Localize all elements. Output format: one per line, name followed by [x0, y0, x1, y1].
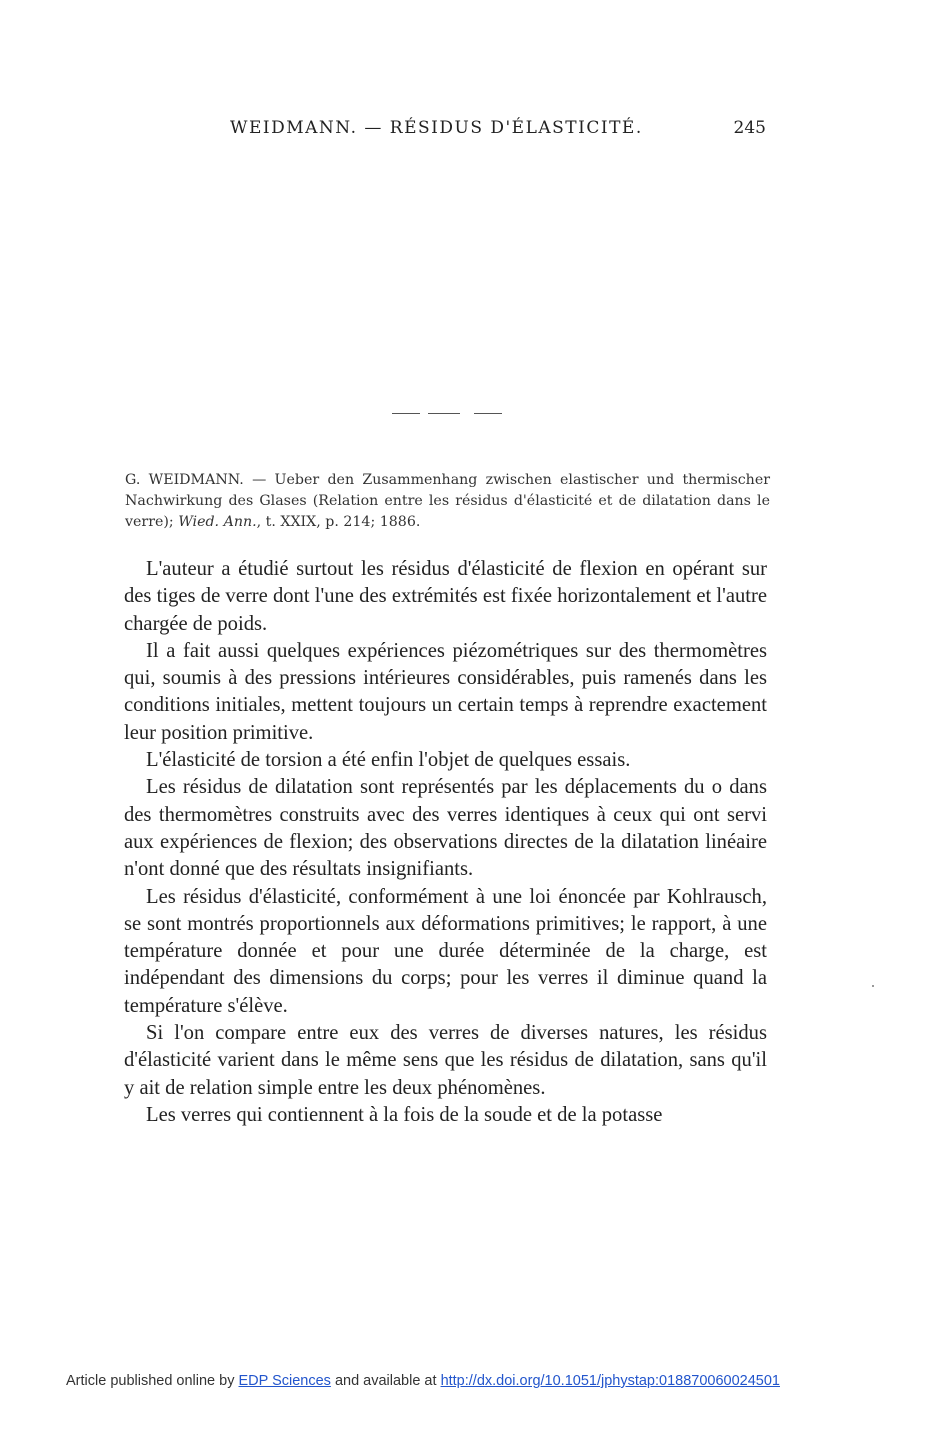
reference-author: G. WEIDMANN.: [125, 472, 244, 488]
paragraph: Les résidus d'élasticité, conformément à une loi énoncée par Kohlrausch, se sont montrés proportionnels aux déformations primitives; le rapport, à une température donnée et pour une durée déterminée de la charge, est indépendant des dimensions du corps; pour les verres il diminue quand la température s'élève.: [124, 885, 767, 1017]
paragraph: Les verres qui contiennent à la fois de la soude et de la potasse: [146, 1103, 663, 1126]
section-separator: [392, 413, 502, 414]
paragraph: Les résidus de dilatation sont représentés par les déplacements du o dans des thermomètres construits avec des verres identiques à ceux qui ont servi aux expériences de flexion; des observations directes de la dilatation linéaire n'ont donné que des résultats insignifiants.: [124, 776, 767, 881]
reference-title: — Ueber den Zusammenhang zwischen elastischer und thermischer Nachwirkung des Glases (Relation entre les résidus d'élasticité et de dilatation dans le verre);: [125, 472, 770, 530]
footer-middle: and available at: [330, 1373, 441, 1389]
publisher-link[interactable]: EDP Sciences: [238, 1373, 331, 1389]
bibliographic-reference: [125, 470, 770, 533]
paragraph: L'auteur a étudié surtout les résidus d'élasticité de flexion en opérant sur des tiges de verre dont l'une des extrémités est fixée horizontalement et l'autre chargée de poids.: [124, 558, 767, 635]
publication-footer: [66, 1373, 866, 1389]
running-title: WEIDMANN. — RÉSIDUS D'ÉLASTICITÉ.: [230, 118, 643, 138]
reference-journal: Wied. Ann.: [178, 514, 257, 530]
scan-speck: [872, 985, 874, 987]
footer-prefix: Article published online by: [66, 1373, 239, 1389]
running-header: [120, 118, 770, 148]
paragraph: Il a fait aussi quelques expériences piézométriques sur des thermomètres qui, soumis à des pressions intérieures considérables, puis ramenés dans les conditions initiales, mettent toujours un certain temps à reprendre exactement leur position primitive.: [124, 639, 767, 744]
reference-details: , t. XXIX, p. 214; 1886.: [256, 514, 421, 530]
paragraph: L'élasticité de torsion a été enfin l'objet de quelques essais.: [146, 749, 631, 772]
doi-link[interactable]: http://dx.doi.org/10.1051/jphystap:018870060024501: [440, 1373, 780, 1389]
page-number: 245: [733, 118, 766, 138]
paragraph: Si l'on compare entre eux des verres de diverses natures, les résidus d'élasticité varient dans le même sens que les résidus de dilatation, sans qu'il y ait de relation simple entre les deux phénomènes.: [124, 1022, 767, 1099]
article-body: [124, 556, 767, 1129]
